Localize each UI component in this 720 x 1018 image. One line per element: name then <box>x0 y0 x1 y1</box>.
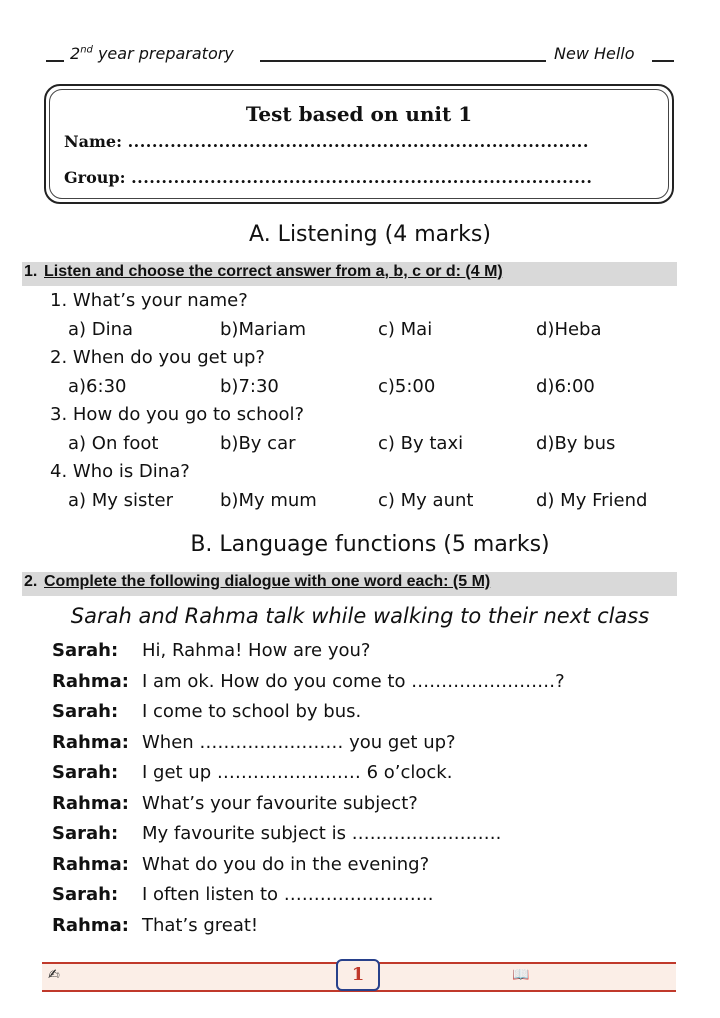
header-rule <box>260 60 546 62</box>
grade-label: 2nd year preparatory <box>70 44 234 63</box>
dialogue-text: I come to school by bus. <box>142 701 362 722</box>
speaker: Sarah: <box>52 823 119 844</box>
dialogue-text[interactable]: When …………………… you get up? <box>142 732 456 753</box>
option-a[interactable]: a)6:30 <box>68 376 127 397</box>
book-icon: 📖 <box>512 967 530 983</box>
name-row <box>64 132 589 151</box>
dialogue-text: Hi, Rahma! How are you? <box>142 640 371 661</box>
speaker: Rahma: <box>52 671 129 692</box>
dialogue-text[interactable]: I am ok. How do you come to ……………………? <box>142 671 565 692</box>
dialogue-text[interactable]: I get up …………………… 6 o’clock. <box>142 762 453 783</box>
option-b[interactable]: b)7:30 <box>220 376 279 397</box>
instruction-bar-1 <box>22 262 677 286</box>
header-rule <box>46 60 64 62</box>
speaker: Sarah: <box>52 701 119 722</box>
pencil-icon: ✍ <box>48 967 60 983</box>
group-label: Group: <box>64 168 126 187</box>
option-d[interactable]: d) My Friend <box>536 490 648 511</box>
option-a[interactable]: a) My sister <box>68 490 173 511</box>
question-1: 1. What’s your name? <box>50 290 248 311</box>
task-instruction: Complete the following dialogue with one word each: (5 M) <box>44 573 491 590</box>
option-d[interactable]: d)By bus <box>536 433 616 454</box>
header-rule <box>652 60 674 62</box>
question-3: 3. How do you go to school? <box>50 404 305 425</box>
option-b[interactable]: b)My mum <box>220 490 317 511</box>
task-number: 2. <box>24 573 38 590</box>
speaker: Rahma: <box>52 854 129 875</box>
option-b[interactable]: b)By car <box>220 433 296 454</box>
option-c[interactable]: c)5:00 <box>378 376 436 397</box>
option-a[interactable]: a) Dina <box>68 319 134 340</box>
group-row <box>64 168 592 187</box>
instruction-bar-2 <box>22 572 677 596</box>
test-title: Test based on unit 1 <box>245 102 473 126</box>
dialogue-subtitle: Sarah and Rahma talk while walking to their next class <box>70 604 650 628</box>
section-b-title: B. Language functions (5 marks) <box>190 532 550 557</box>
speaker: Rahma: <box>52 732 129 753</box>
name-field[interactable]: ............................................................................ <box>127 132 589 151</box>
dialogue-text[interactable]: I often listen to ……………………. <box>142 884 434 905</box>
option-c[interactable]: c) By taxi <box>378 433 464 454</box>
page-header <box>46 44 674 68</box>
page-footer <box>42 962 676 992</box>
dialogue-text: That’s great! <box>142 915 259 936</box>
dialogue-text: What do you do in the evening? <box>142 854 430 875</box>
option-c[interactable]: c) My aunt <box>378 490 474 511</box>
speaker: Sarah: <box>52 640 119 661</box>
option-a[interactable]: a) On foot <box>68 433 159 454</box>
option-b[interactable]: b)Mariam <box>220 319 306 340</box>
question-4: 4. Who is Dina? <box>50 461 190 482</box>
option-d[interactable]: d)Heba <box>536 319 602 340</box>
option-d[interactable]: d)6:00 <box>536 376 595 397</box>
speaker: Sarah: <box>52 884 119 905</box>
task-number: 1. <box>24 263 38 280</box>
group-field[interactable]: ............................................................................ <box>131 168 593 187</box>
dialogue-text[interactable]: My favourite subject is ……………………. <box>142 823 502 844</box>
question-2: 2. When do you get up? <box>50 347 265 368</box>
speaker: Rahma: <box>52 793 129 814</box>
page-number: 1 <box>336 959 380 991</box>
test-info-box <box>44 84 674 204</box>
name-label: Name: <box>64 132 123 151</box>
section-a-title: A. Listening (4 marks) <box>249 222 491 247</box>
dialogue-text: What’s your favourite subject? <box>142 793 418 814</box>
book-label: New Hello <box>554 44 635 63</box>
task-instruction: Listen and choose the correct answer from a, b, c or d: (4 M) <box>44 263 503 280</box>
speaker: Sarah: <box>52 762 119 783</box>
speaker: Rahma: <box>52 915 129 936</box>
option-c[interactable]: c) Mai <box>378 319 433 340</box>
